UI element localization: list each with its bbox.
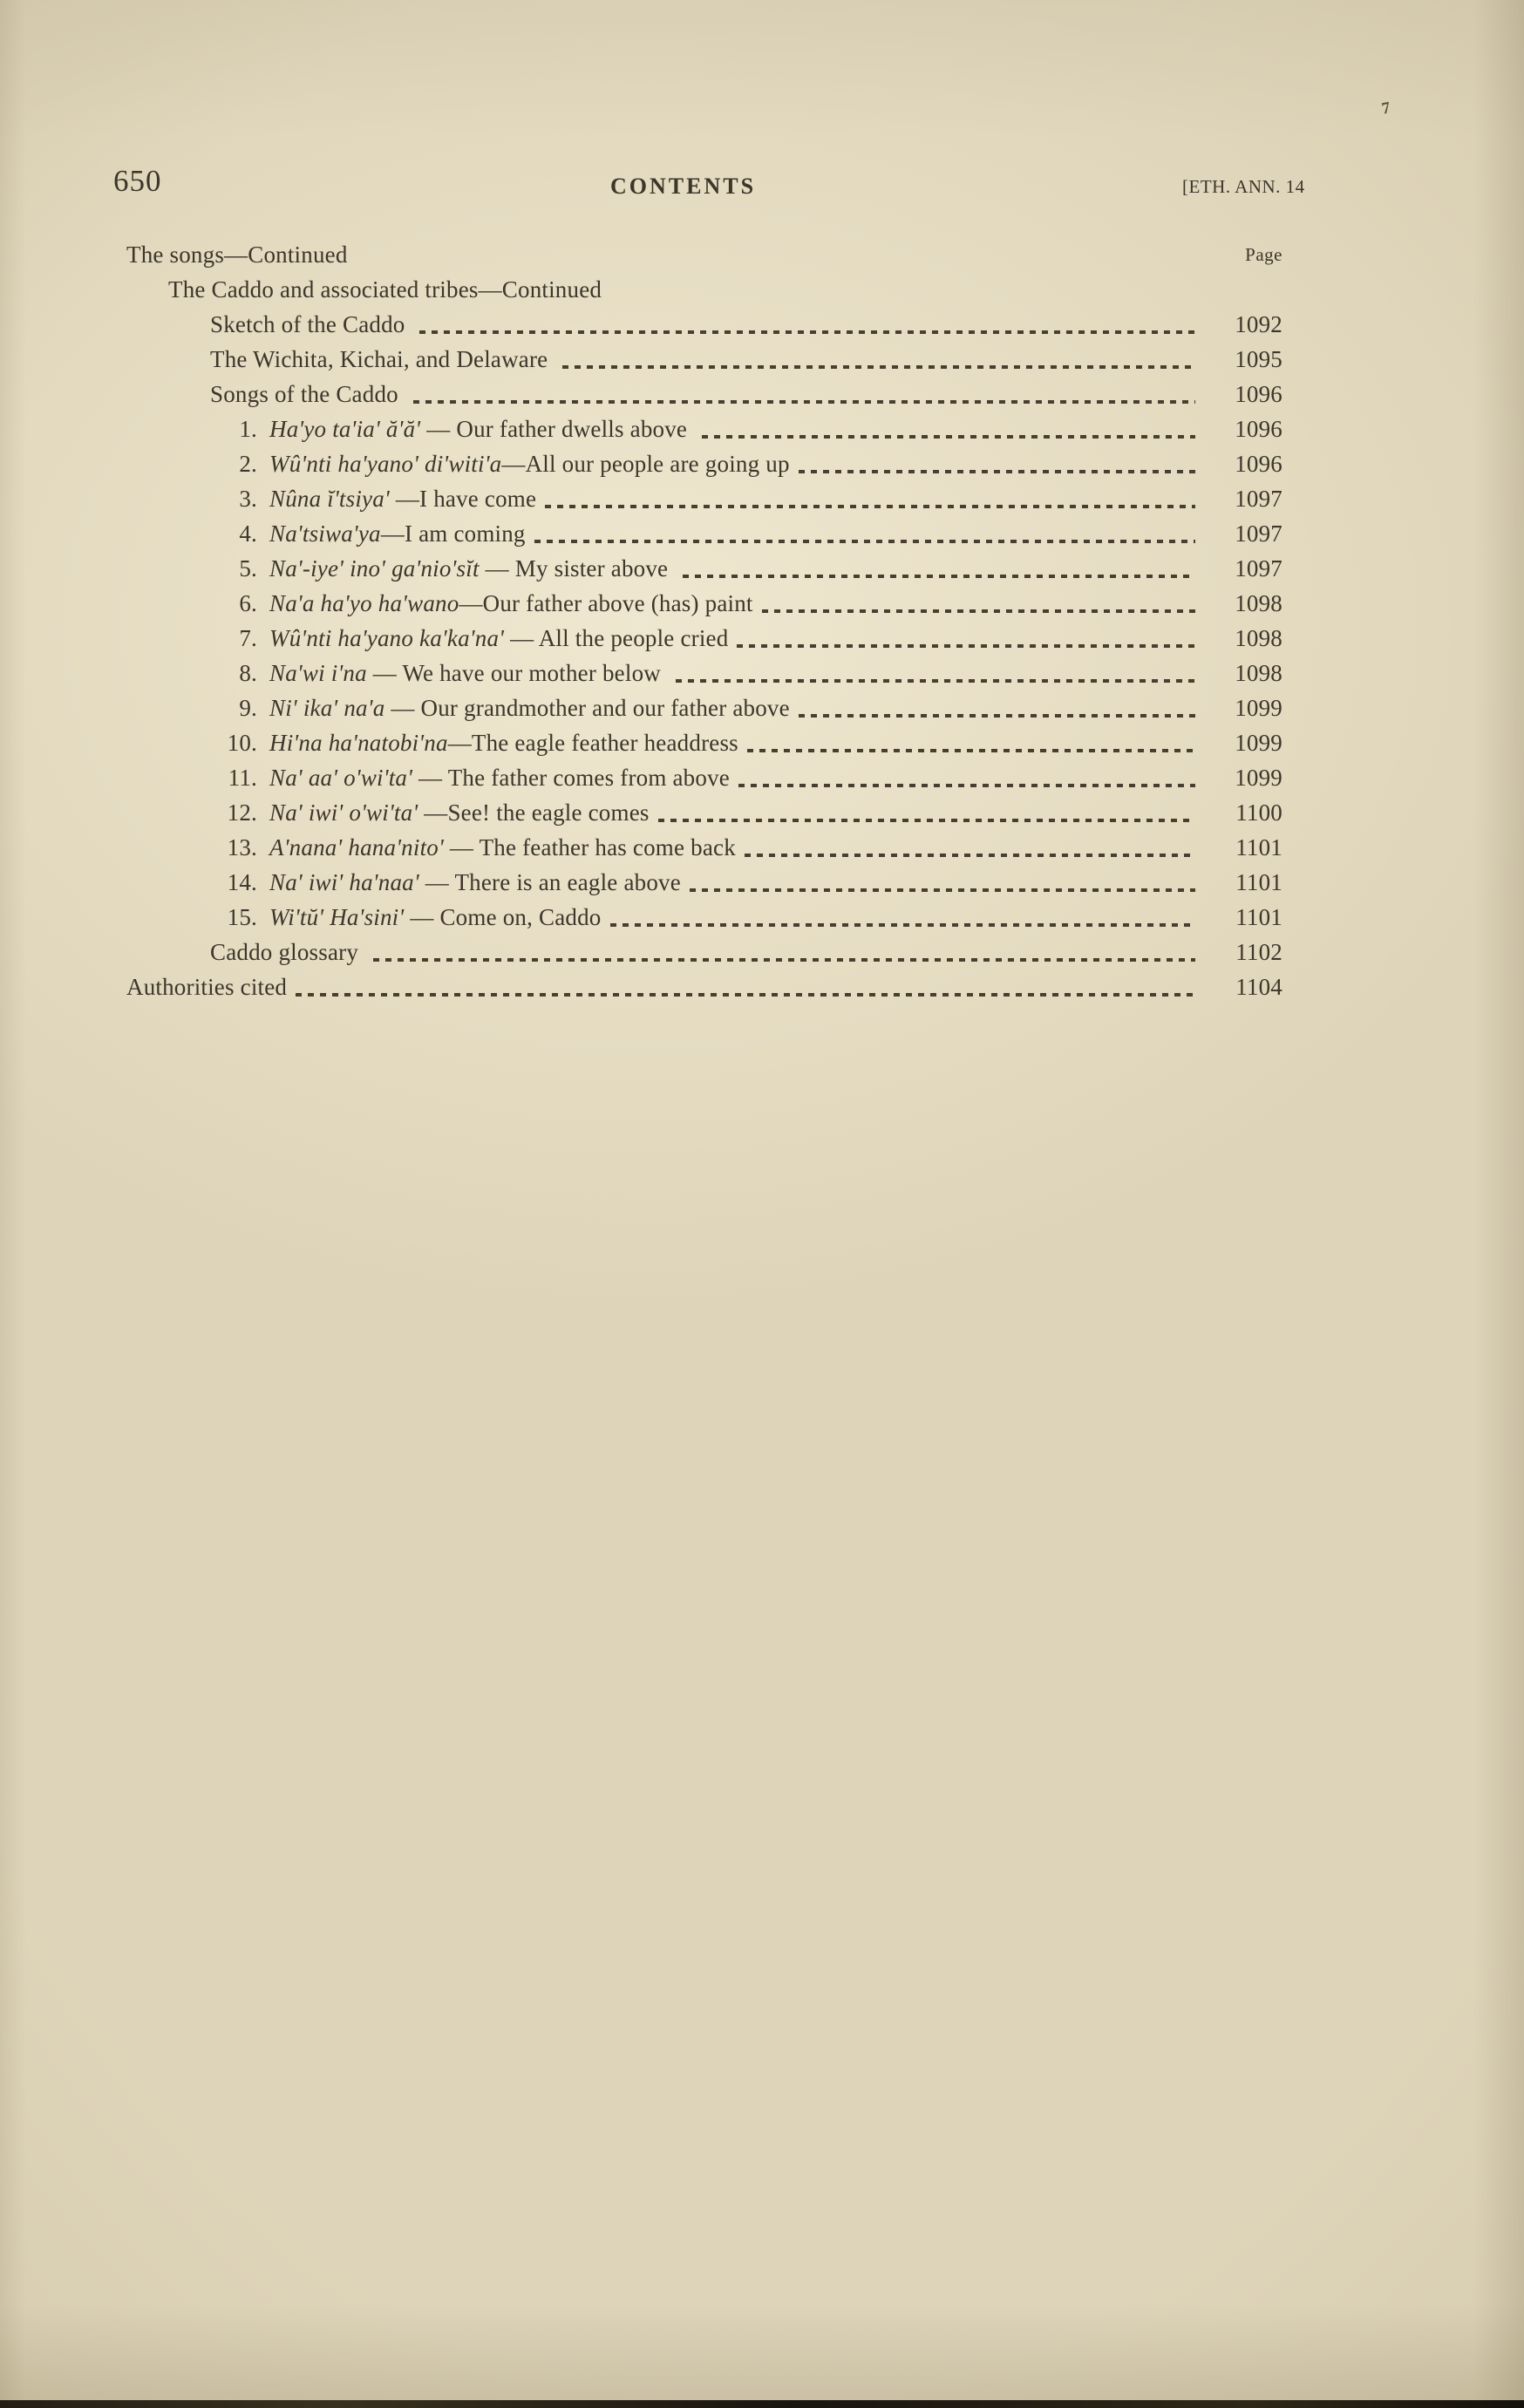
- toc-entry-text: 13. A'nana' hana'nito' — The feather has come back: [126, 830, 736, 865]
- dot-leaders: [683, 575, 1195, 578]
- entry-number: 15.: [227, 904, 257, 930]
- toc-row: [126, 621, 1282, 656]
- toc-entry-text: 10. Hi'na ha'natobi'na—The eagle feather headdress: [126, 725, 738, 760]
- toc-entry-text: Authorities cited: [126, 974, 288, 1000]
- page-number: 1097: [1235, 520, 1282, 547]
- stray-ink-mark: 7: [1380, 99, 1392, 119]
- toc-row: [126, 725, 1282, 760]
- row-spacer: [602, 272, 1202, 307]
- toc-entry-text: Sketch of the Caddo: [210, 311, 412, 337]
- entry-number: 7.: [239, 625, 257, 651]
- dot-leaders: [676, 679, 1195, 683]
- page-number: 1097: [1235, 555, 1282, 582]
- caddo-phrase: Wi'tŭ' Ha'sini': [269, 904, 405, 930]
- dot-leaders: [419, 330, 1195, 334]
- entry-number: 2.: [239, 451, 257, 477]
- dot-leaders: [413, 400, 1195, 404]
- toc-row: [126, 760, 1282, 795]
- entry-number: 9.: [239, 695, 257, 721]
- dot-leaders: [745, 854, 1195, 857]
- page-number: 1098: [1235, 625, 1282, 651]
- entry-number: 8.: [239, 660, 257, 686]
- caddo-phrase: Wû'nti ha'yano ka'ka'na': [269, 625, 505, 651]
- caddo-phrase: Na'wi i'na: [269, 660, 367, 686]
- toc-entry-text: 6. Na'a ha'yo ha'wano—Our father above (has) paint: [126, 586, 753, 621]
- dot-leaders: [762, 609, 1195, 613]
- toc-row: [126, 307, 1282, 342]
- dot-leaders: [702, 435, 1195, 439]
- toc-entry-text: The Caddo and associated tribes—Continued: [168, 276, 602, 303]
- page-number: 1096: [1235, 451, 1282, 477]
- dot-leaders: [747, 749, 1195, 752]
- toc-entry-text: The songs—Continued: [126, 241, 348, 268]
- toc-entry-text: 9. Ni' ika' na'a — Our grandmother and our father above: [126, 690, 790, 725]
- entry-number: 13.: [227, 834, 257, 860]
- toc-row: [126, 516, 1282, 551]
- dot-leaders: [534, 540, 1195, 543]
- dot-leaders: [738, 784, 1195, 787]
- toc-entry-text: 1. Ha'yo ta'ia' ă'ă' — Our father dwells above: [126, 412, 693, 446]
- caddo-phrase: A'nana' hana'nito': [269, 834, 444, 860]
- page-number: 1098: [1235, 660, 1282, 686]
- page-number: 1096: [1235, 381, 1282, 407]
- dot-leaders: [799, 714, 1195, 718]
- caddo-phrase: Na' aa' o'wi'ta': [269, 765, 413, 791]
- caddo-phrase: Na' iwi' o'wi'ta': [269, 799, 418, 826]
- toc-row: [126, 272, 1282, 307]
- toc-row: [126, 656, 1282, 690]
- dot-leaders: [737, 644, 1195, 648]
- toc-row: [126, 900, 1282, 935]
- caddo-phrase: Hi'na ha'natobi'na: [269, 730, 448, 756]
- page-number: 1101: [1235, 904, 1282, 930]
- caddo-phrase: Wû'nti ha'yano' di'witi'a: [269, 451, 502, 477]
- page-number: 1102: [1235, 939, 1282, 965]
- toc-row: [126, 481, 1282, 516]
- toc-row: [126, 551, 1282, 586]
- toc-row: [126, 690, 1282, 725]
- caddo-phrase: Na'a ha'yo ha'wano: [269, 590, 459, 616]
- dot-leaders: [658, 819, 1195, 822]
- toc-entry-text: 3. Nûna ĭ'tsiya' —I have come: [126, 481, 536, 516]
- dot-leaders: [610, 923, 1195, 927]
- entry-number: 6.: [239, 590, 257, 616]
- toc-row: [126, 865, 1282, 900]
- page-column-label: Page: [1245, 244, 1282, 265]
- page-number: 1101: [1235, 869, 1282, 895]
- caddo-phrase: Na'tsiwa'ya: [269, 520, 381, 547]
- toc-entry-text: 5. Na'-iye' ino' ga'nio'sĭt — My sister above: [126, 551, 674, 586]
- page-folio-number: 650: [113, 164, 162, 198]
- table-of-contents: [126, 237, 1282, 1004]
- dot-leaders: [562, 365, 1195, 369]
- entry-number: 5.: [239, 555, 257, 582]
- toc-entry-text: 14. Na' iwi' ha'naa' — There is an eagle above: [126, 865, 681, 900]
- toc-entry-text: 4. Na'tsiwa'ya—I am coming: [126, 516, 526, 551]
- toc-entry-text: 8. Na'wi i'na — We have our mother below: [126, 656, 667, 690]
- row-spacer: [348, 237, 1202, 272]
- entry-number: 4.: [239, 520, 257, 547]
- dot-leaders: [690, 888, 1195, 892]
- toc-entry-text: 15. Wi'tŭ' Ha'sini' — Come on, Caddo: [126, 900, 602, 935]
- entry-number: 1.: [239, 416, 257, 442]
- caddo-phrase: Na' iwi' ha'naa': [269, 869, 419, 895]
- page-title: CONTENTS: [610, 173, 757, 199]
- entry-number: 10.: [227, 730, 257, 756]
- page-number: 1099: [1235, 695, 1282, 721]
- caddo-phrase: Ni' ika' na'a: [269, 695, 385, 721]
- dot-leaders: [545, 505, 1195, 508]
- page-number: 1092: [1235, 311, 1282, 337]
- page-number: [1202, 272, 1282, 307]
- page-number: 1095: [1235, 346, 1282, 372]
- toc-entry-text: 11. Na' aa' o'wi'ta' — The father comes from above: [126, 760, 730, 795]
- toc-entry-text: Songs of the Caddo: [210, 381, 405, 407]
- entry-number: 12.: [227, 799, 257, 826]
- entry-number: 14.: [227, 869, 257, 895]
- dot-leaders: [373, 958, 1195, 962]
- running-head-annotation: [ETH. ANN. 14: [1182, 176, 1305, 197]
- toc-row: [126, 342, 1282, 377]
- page-number: 1097: [1235, 486, 1282, 512]
- page-number: 1096: [1235, 416, 1282, 442]
- toc-entry-text: Caddo glossary: [210, 939, 364, 965]
- page-number: 1098: [1235, 590, 1282, 616]
- page-number: 1100: [1235, 799, 1282, 826]
- toc-row: [126, 795, 1282, 830]
- toc-row: [126, 237, 1282, 272]
- entry-number: 11.: [228, 765, 257, 791]
- toc-row: [126, 830, 1282, 865]
- page-number: 1099: [1235, 730, 1282, 756]
- toc-row: [126, 935, 1282, 969]
- toc-row: [126, 377, 1282, 412]
- page-number: 1101: [1235, 834, 1282, 860]
- scan-bottom-edge: [0, 2400, 1524, 2408]
- toc-entry-text: The Wichita, Kichai, and Delaware: [210, 346, 554, 372]
- toc-entry-text: 2. Wû'nti ha'yano' di'witi'a—All our people are going up: [126, 446, 790, 481]
- toc-row: [126, 412, 1282, 446]
- toc-row: [126, 586, 1282, 621]
- entry-number: 3.: [239, 486, 257, 512]
- toc-row: [126, 446, 1282, 481]
- caddo-phrase: Nûna ĭ'tsiya': [269, 486, 390, 512]
- caddo-phrase: Ha'yo ta'ia' ă'ă': [269, 416, 421, 442]
- toc-entry-text: 12. Na' iwi' o'wi'ta' —See! the eagle comes: [126, 795, 650, 830]
- caddo-phrase: Na'-iye' ino' ga'nio'sĭt: [269, 555, 480, 582]
- page-number: 1099: [1235, 765, 1282, 791]
- dot-leaders: [296, 993, 1195, 997]
- page-number: 1104: [1235, 974, 1282, 1000]
- toc-entry-text: 7. Wû'nti ha'yano ka'ka'na' — All the people cried: [126, 621, 728, 656]
- dot-leaders: [799, 470, 1195, 473]
- toc-row: [126, 969, 1282, 1004]
